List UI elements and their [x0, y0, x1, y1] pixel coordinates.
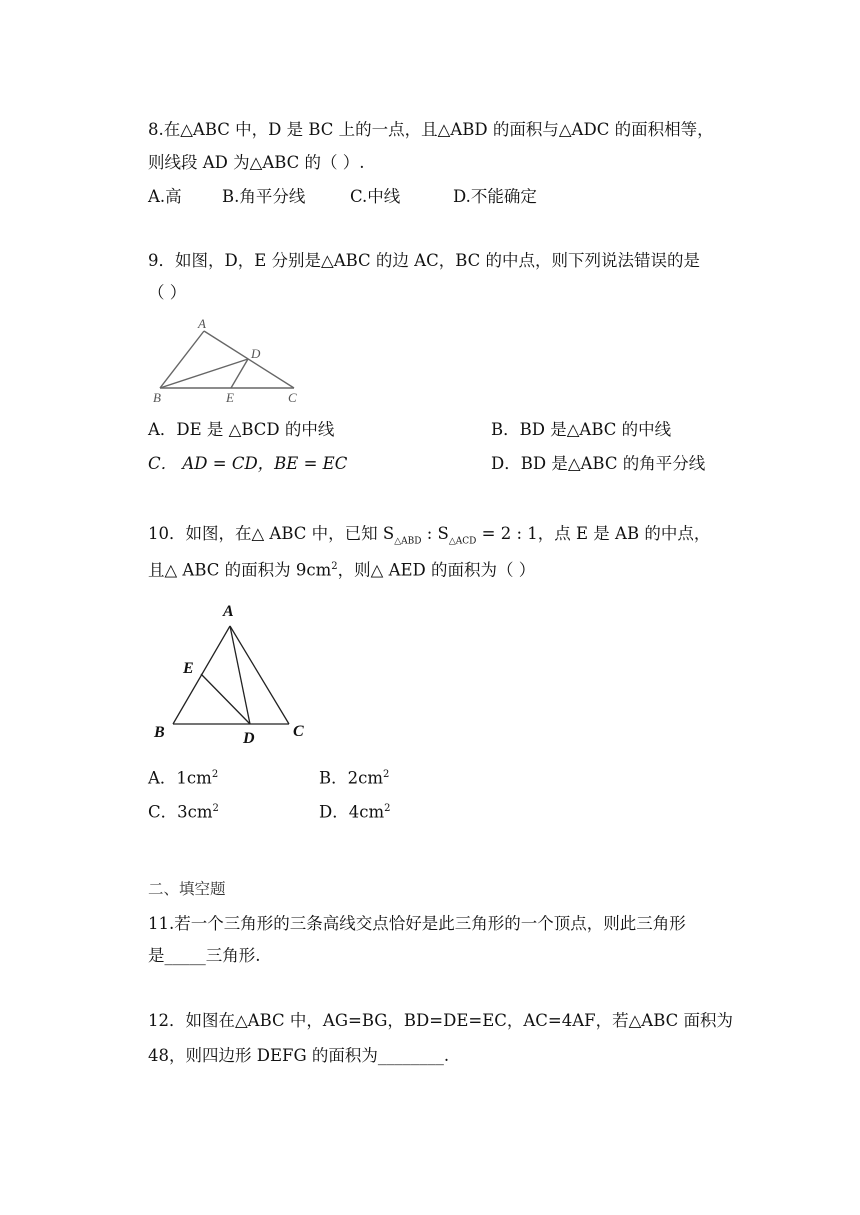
q10-segment-ad: [230, 626, 250, 724]
q8-option-a: A.高: [148, 187, 182, 206]
q11-line1: 11.若一个三角形的三条高线交点恰好是此三角形的一个顶点，则此三角形: [148, 914, 686, 933]
q10-line2-suffix: ，则△ AED 的面积为（ ）: [337, 560, 536, 580]
q8-line1: 8.在△ABC 中，D 是 BC 上的一点，且△ABD 的面积与△ADC 的面积相等，: [148, 120, 714, 139]
q9-label-c: C: [288, 390, 297, 405]
q12-line1: 12．如图在△ABC 中，AG=BG，BD=DE=EC，AC=4AF，若△ABC 面积为: [148, 1011, 734, 1030]
q10-area-s1: S: [382, 524, 395, 543]
q9-label-e: E: [226, 390, 234, 405]
q10-label-b: B: [154, 724, 165, 741]
q12-line2: 48，则四边形 DEFG 的面积为________.: [148, 1046, 450, 1065]
q8-option-b: B.角平分线: [222, 187, 306, 206]
q9-option-a: A．DE 是 △BCD 的中线: [148, 420, 335, 439]
q10-line2-sup: 2: [331, 561, 338, 572]
q9-line2: （ ）: [148, 283, 187, 302]
q10-area-s2: S: [437, 524, 449, 543]
q8-option-c: C.中线: [350, 187, 401, 206]
q10-option-a: A．$1cm^2$: [148, 768, 219, 788]
q10-label-e: E: [183, 660, 194, 677]
q10-line1-prefix: 10．如图，在△ ABC 中，已知: [148, 524, 383, 543]
q10-label-c: C: [293, 723, 304, 740]
q10-area-s2-sub: △ACD: [448, 536, 477, 547]
q10-line2-prefix: 且△ ABC 的面积为 9cm: [148, 560, 332, 580]
q9-label-a: A: [198, 316, 206, 331]
q10-figure: [150, 598, 320, 752]
q8-option-d: D.不能确定: [453, 187, 537, 206]
q9-option-d: D．BD 是△ABC 的角平分线: [491, 454, 706, 473]
q10-line1-suffix: ，点 E 是 AB 的中点，: [537, 524, 711, 543]
q9-label-d: D: [251, 346, 261, 361]
q9-option-b: B．BD 是△ABC 的中线: [491, 420, 672, 439]
q10-option-b: B．$2cm^2$: [319, 768, 390, 788]
q10-ratio-value: = 2 : 1: [476, 524, 538, 543]
q9-figure: [150, 315, 310, 411]
section2-title: 二、填空题: [148, 880, 226, 898]
q8-line2: 则线段 AD 为△ABC 的（ ）.: [148, 153, 365, 172]
q10-line2: [148, 562, 535, 579]
q9-option-c: C． AD = CD，BE = EC: [148, 454, 348, 473]
q10-segment-ac: [230, 626, 289, 724]
q10-area-s1-sub: △ABD: [394, 536, 422, 547]
q10-option-c: C．$3cm^2$: [148, 802, 219, 822]
q10-ratio-colon: :: [421, 524, 438, 543]
q11-line2: 是_____三角形.: [148, 946, 261, 965]
q9-line1: 9．如图，D，E 分别是△ABC 的边 AC，BC 的中点，则下列说法错误的是: [148, 251, 701, 270]
q10-line1: [148, 526, 710, 546]
q9-segment-ab: [160, 331, 204, 388]
q10-label-d: D: [243, 730, 255, 747]
q9-segment-ac: [204, 331, 294, 388]
q10-label-a: A: [223, 603, 234, 620]
q9-segment-bd: [160, 359, 248, 388]
q9-label-b: B: [153, 390, 161, 405]
q10-option-d: D．$4cm^2$: [319, 802, 391, 822]
q10-segment-ed: [201, 674, 250, 724]
